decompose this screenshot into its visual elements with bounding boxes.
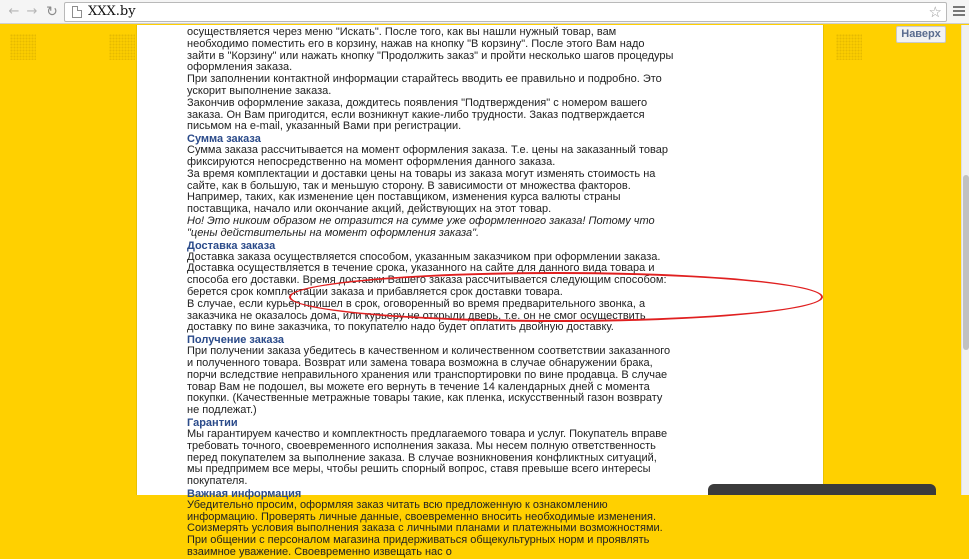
paragraph: Убедительно просим, оформляя заказ читать всю предложенную к ознакомлению информацию. Проверять личные данные, своевременно вносить необходимые изменения. Соизмерять условия выполнения заказа с личными планами и платежными возможностями. При общении с персоналом магазина придерживаться общекультурных норм и проявлять взаимное уважение. Своевременно извещать нас о xyxy=(187,498,663,559)
section-heading-receive: Получение заказа xyxy=(187,334,285,347)
scrollbar-thumb[interactable] xyxy=(963,175,969,350)
decorative-dots xyxy=(109,34,135,60)
decorative-dots xyxy=(836,34,862,60)
page-icon xyxy=(72,6,82,18)
arrow-left-icon[interactable]: ← xyxy=(8,4,20,19)
download-shelf xyxy=(708,484,936,495)
section-heading-guarantee: Гарантии xyxy=(187,416,238,429)
red-annotation-ellipse xyxy=(289,272,823,322)
section-heading-delivery: Доставка заказа xyxy=(187,239,276,252)
back-to-top-button[interactable]: Наверх xyxy=(896,26,946,43)
paragraph-highlighted: В случае, если курьер пришел в срок, оговоренный во время предварительного звонка, а заказчика не оказалось дома, или курьеру не открыли дверь, т.е. он не смог осуществить доставку по вине заказчика, то покупателю надо будет оплатить двойную доставку. xyxy=(187,297,646,334)
decorative-dots xyxy=(10,34,36,60)
paragraph-note: Но! Это никоим образом не отразится на сумме уже оформленного заказа! Потому что "цены действительны на момент оформления заказа". xyxy=(187,214,655,239)
paragraph: Доставка заказа осуществляется способом, указанным заказчиком при оформлении заказа. Доставка осуществляется в течение срока, указанного на сайте для данного вида товара и способа его доставки. Время доставки Вашего заказа рассчитывается следующим способом: берется срок комплектации заказа и прибавляется срок доставки товара. xyxy=(187,250,667,298)
paragraph: Закончив оформление заказа, дождитесь появления "Подтверждения" с номером вашего заказа. Он Вам пригодится, если возникнут какие-либо трудности. Заказ подтверждается письмом на e-mail, указанный Вами при регистрации. xyxy=(187,96,648,133)
hamburger-menu-icon[interactable] xyxy=(953,6,965,18)
paragraph: При заполнении контактной информации старайтесь вводить ее правильно и подробно. Это ускорит выполнение заказа. xyxy=(187,73,662,97)
paragraph: Сумма заказа рассчитывается на момент оформления заказа. Т.е. цены на заказанный товар фиксируются непосредственно на момент оформления данного заказа. xyxy=(187,144,668,168)
paragraph: При получении заказа убедитесь в качественном и количественном соответствии заказанного и полученного товара. Возврат или замена товара возможна в случае обнаружении брака, порчи вследствие неправильного хранения или транспортировки по вине продавца. В случае товар Вам не подошел, вы можете его вернуть в течение 14 календарных дней с момента покупки. (Качественные метражные товары такие, как пленка, искусственный газон возврату не подлежат.) xyxy=(187,345,671,417)
reload-icon[interactable]: ↻ xyxy=(46,4,58,20)
paragraph: осуществляется через меню "Искать". После того, как вы нашли нужный товар, вам необходимо поместить его в корзину, нажав на кнопку "В корзину". После этого Вам надо зайти в "Корзину" или нажать кнопку "Продолжить заказ" и пройти несколько шагов процедуры оформления заказа. xyxy=(187,26,674,74)
scrollbar[interactable] xyxy=(961,25,969,495)
right-side-panel xyxy=(824,25,961,495)
paragraph: Мы гарантируем качество и комплектность предлагаемого товара и услуг. Покупатель вправе требовать точного, своевременного исполнения заказа. Мы несем полную ответственность перед покупателем за выполнение заказа. В случае возникновения конфликтных ситуаций, мы предпримем все меры, чтобы решить спорный вопрос, ставя превыше всего интересы покупателя. xyxy=(187,427,668,488)
browser-toolbar xyxy=(0,0,969,24)
left-side-panel xyxy=(0,25,136,495)
section-heading-sum: Сумма заказа xyxy=(187,133,261,146)
address-bar[interactable] xyxy=(64,2,947,22)
url-text[interactable]: XXX.by xyxy=(88,4,136,19)
paragraph: За время комплектации и доставки цены на товары из заказа могут изменять стоимость на сайте, как в большую, так и меньшую сторону. В зависимости от множества факторов. Например, таких, как изменение цен поставщиком, изменения курса валюты страны поставщика, начало или окончание акций, действующих на этот товар. xyxy=(187,167,656,216)
star-icon[interactable]: ☆ xyxy=(928,3,942,21)
section-heading-important: Важная информация xyxy=(187,487,302,500)
arrow-right-icon[interactable]: → xyxy=(26,4,38,19)
